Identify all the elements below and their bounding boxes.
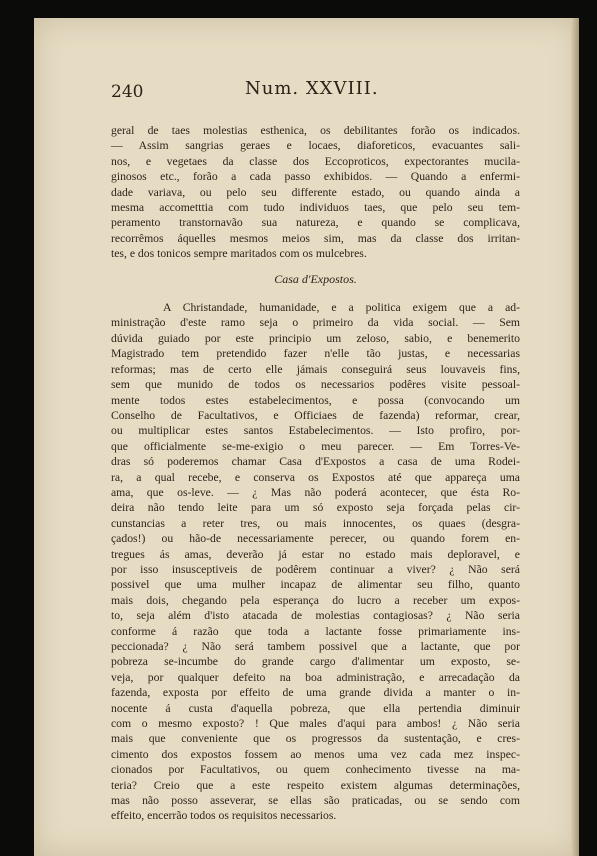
text-line: ra, a qual recebe, e conserva os Expostos até que appareça uma (111, 470, 520, 484)
text-line: nocente á custa d'aquella pobreza, que ella pertendia diminuir (111, 701, 520, 715)
body-text (111, 123, 520, 824)
text-line: ou multiplicar estes santos Estabelecimentos. — Isto profiro, por- (111, 424, 520, 438)
text-line: peccionada? ¿ Não será tambem possivel que a lactante, que por (111, 640, 520, 653)
text-line: por isso insusceptiveis de podêrem continuar a viver? ¿ Não será (111, 562, 520, 576)
text-line: A Christandade, humanidade, e a politica exigem que a ad- (163, 301, 520, 315)
text-line: çados!) ou hão-de necessariamente perecer, ou quando forem en- (111, 532, 520, 546)
running-title: Num. XXVIII. (245, 78, 379, 99)
book-page (34, 18, 579, 856)
text-line: peramento transtornavão sua natureza, e quando se complicava, (111, 216, 520, 230)
text-line: cunstancias a reter tres, ou mais innocentes, os quaes (desgra- (111, 516, 520, 530)
text-line: mente todos estes estabelecimentos, e possa (convocando um (111, 393, 520, 407)
text-line: conforme á razão que toda a lactante fosse primariamente ins- (111, 624, 520, 638)
text-line: dras só poderemos chamar Casa d'Expostos a casa de uma Rodei- (111, 455, 520, 469)
text-line: cionados por Facultativos, ou quem conhecimento tivesse na ma- (111, 763, 520, 777)
text-line: veja, por qualquer defeito na boa administração, e arrecadação da (111, 670, 520, 684)
text-line: sem que munido de todos os necessarios podêres visite pessoal- (111, 378, 520, 392)
page-gutter (571, 18, 579, 856)
text-line: ama, que os-leve. — ¿ Mas não poderá acontecer, que ésta Ro- (111, 485, 520, 499)
text-line: ministração d'este ramo seja o primeiro da vida social. — Sem (111, 316, 520, 330)
text-line: effeito, encerrão todos os requisitos necessarios. (111, 809, 337, 823)
text-line: possivel que uma mulher incapaz de alimentar seu filho, quanto (111, 578, 520, 592)
text-line: reformas; mas de certo elle jámais conseguirá seus louvaveis fins, (111, 362, 520, 376)
text-line: — Assim sangrias geraes e locaes, diaforeticos, evacuantes sali- (111, 139, 520, 153)
text-line: Magistrado tem pretendido fazer n'elle tão justas, e necessarias (111, 347, 520, 361)
text-line: nos, e vegetaes da classe dos Eccoproticos, expectorantes mucila- (111, 154, 520, 168)
text-line: fazenda, exposta por effeito de uma grande divida a manter o in- (111, 686, 520, 700)
text-line: com o mesmo exposto? ! Que males d'aqui para ambos! ¿ Não seria (111, 717, 520, 731)
section-heading: Casa d'Expostos. (274, 271, 357, 286)
text-line: mesma accometttia com tudo individuos taes, que pelo seu tem- (111, 201, 520, 215)
text-line: recorrêmos áquelles mesmos meios sim, mas da classe dos irritan- (111, 231, 520, 245)
text-line: dade variava, ou pelo seu differente estado, ou quando ainda a (111, 185, 520, 199)
paragraph-casa-expostos (111, 300, 520, 824)
text-line: dúvida guiado por este principio um zeloso, sabio, e benemerito (111, 331, 520, 345)
text-line: to, seja além d'isto atacada de molestias contagiosas? ¿ Não seria (111, 609, 520, 623)
text-line: mas não posso asseverar, se ellas são praticadas, ou se sendo com (111, 794, 520, 808)
text-line: Conselho de Facultativos, e Officiaes de fazenda) reformar, crear, (111, 408, 520, 422)
text-line: teria? Creio que a este respeito existem algumas determinações, (111, 778, 520, 792)
text-line: que officialmente se-me-exigio o meu parecer. — Em Torres-Ve- (111, 439, 520, 453)
text-line: deira não tendo leite para um só exposto seja forçada pelas cir- (111, 501, 520, 515)
text-line: ginosos etc., forão a cada passo exhibidos. — Quando a enfermi- (111, 170, 520, 184)
text-line: pobreza se-incumbe do grande cargo d'alimentar um exposto, se- (111, 655, 520, 669)
text-line: cimento dos expostos fossem ao menos uma vez cada mez inspec- (111, 747, 520, 761)
page-number: 240 (111, 82, 144, 102)
text-line: mais que conveniente que os progressos da sustentação, e cres- (111, 732, 520, 746)
paragraph-molestias (111, 123, 520, 262)
text-line: tes, e dos tonicos sempre maritados com os mulcebres. (111, 247, 367, 261)
text-line: tregues ás amas, deverão já estar no estado mais deploravel, e (111, 547, 520, 561)
text-line: mais dois, chegando pela esperança do lucro a receber um expos- (111, 593, 520, 607)
text-line: geral de taes molestias esthenica, os debilitantes forão os indicados. (111, 124, 520, 137)
